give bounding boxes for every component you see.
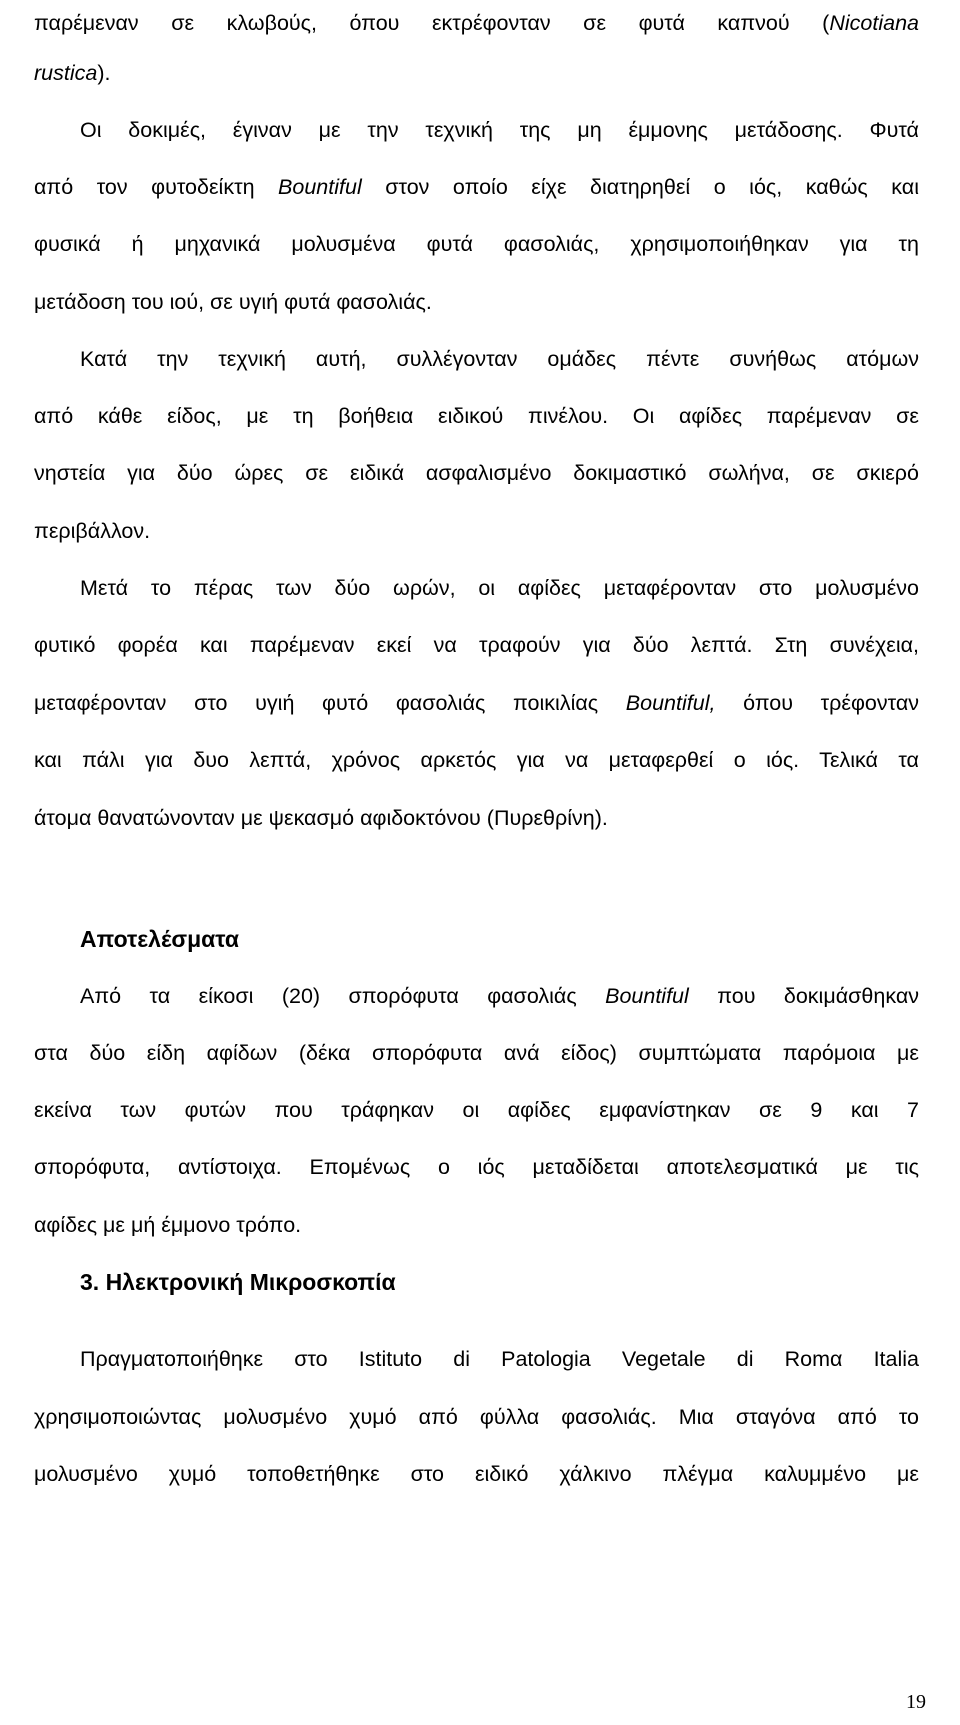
text-line: από κάθε είδος, με τη βοήθεια ειδικού πινέλου. Οι αφίδες παρέμεναν σε: [34, 404, 919, 428]
text-line: νηστεία για δύο ώρες σε ειδικά ασφαλισμένο δοκιμαστικό σωλήνα, σε σκιερό: [34, 461, 919, 485]
text-line: παρέμεναν σε κλωβούς, όπου εκτρέφονταν σε φυτά καπνού (Nicotiana: [34, 11, 919, 35]
italic-term: rustica: [34, 61, 98, 85]
italic-term: Bountiful: [605, 984, 689, 1008]
text-line: στα δύο είδη αφίδων (δέκα σπορόφυτα ανά είδος) συμπτώματα παρόμοια με: [34, 1041, 919, 1065]
text-line: Πραγματοποιήθηκε στο Istituto di Patologia Vegetale di Romα Italia: [80, 1347, 919, 1371]
text-line: μολυσμένο χυμό τοποθετήθηκε στο ειδικό χάλκινο πλέγμα καλυμμένο με: [34, 1462, 919, 1486]
section-heading-results: Αποτελέσματα: [80, 926, 240, 952]
text-line: από τον φυτοδείκτη Bountiful στον οποίο είχε διατηρηθεί ο ιός, καθώς και: [34, 175, 919, 199]
text-line: αφίδες με μή έμμονο τρόπο.: [34, 1213, 302, 1237]
text-line: rustica).: [34, 61, 111, 85]
italic-term: Bountiful,: [625, 691, 716, 715]
text-line: περιβάλλον.: [34, 519, 151, 543]
text-line: Οι δοκιμές, έγιναν με την τεχνική της μη έμμονης μετάδοσης. Φυτά: [80, 118, 919, 142]
text-line: φυτικό φορέα και παρέμεναν εκεί να τραφούν για δύο λεπτά. Στη συνέχεια,: [34, 633, 919, 657]
text-line: μεταφέρονταν στο υγιή φυτό φασολιάς ποικιλίας Bountiful, όπου τρέφονταν: [34, 691, 919, 715]
text-line: άτομα θανατώνονταν με ψεκασμό αφιδοκτόνου (Πυρεθρίνη).: [34, 806, 608, 830]
page-number: 19: [906, 1691, 926, 1713]
italic-term: Bountiful: [278, 175, 362, 199]
text-line: μετάδοση του ιού, σε υγιή φυτά φασολιάς.: [34, 290, 432, 314]
text-line: Μετά το πέρας των δύο ωρών, οι αφίδες μεταφέρονταν στο μολυσμένο: [80, 576, 919, 600]
text-line: Από τα είκοσι (20) σπορόφυτα φασολιάς Bountiful που δοκιμάσθηκαν: [80, 984, 919, 1008]
text-line: και πάλι για δυο λεπτά, χρόνος αρκετός για να μεταφερθεί ο ιός. Τελικά τα: [34, 748, 919, 772]
text-line: Κατά την τεχνική αυτή, συλλέγονταν ομάδες πέντε συνήθως ατόμων: [80, 347, 919, 371]
text-line: εκείνα των φυτών που τράφηκαν οι αφίδες εμφανίστηκαν σε 9 και 7: [34, 1098, 919, 1122]
section-heading-electron-microscopy: 3. Ηλεκτρονική Μικροσκοπία: [80, 1269, 396, 1295]
text-line: χρησιμοποιώντας μολυσμένο χυμό από φύλλα φασολιάς. Μια σταγόνα από το: [34, 1405, 919, 1429]
italic-term: Nicotiana: [829, 11, 919, 35]
text-line: φυσικά ή μηχανικά μολυσμένα φυτά φασολιάς, χρησιμοποιήθηκαν για τη: [34, 232, 919, 256]
text-line: σπορόφυτα, αντίστοιχα. Επομένως ο ιός μεταδίδεται αποτελεσματικά με τις: [34, 1155, 919, 1179]
